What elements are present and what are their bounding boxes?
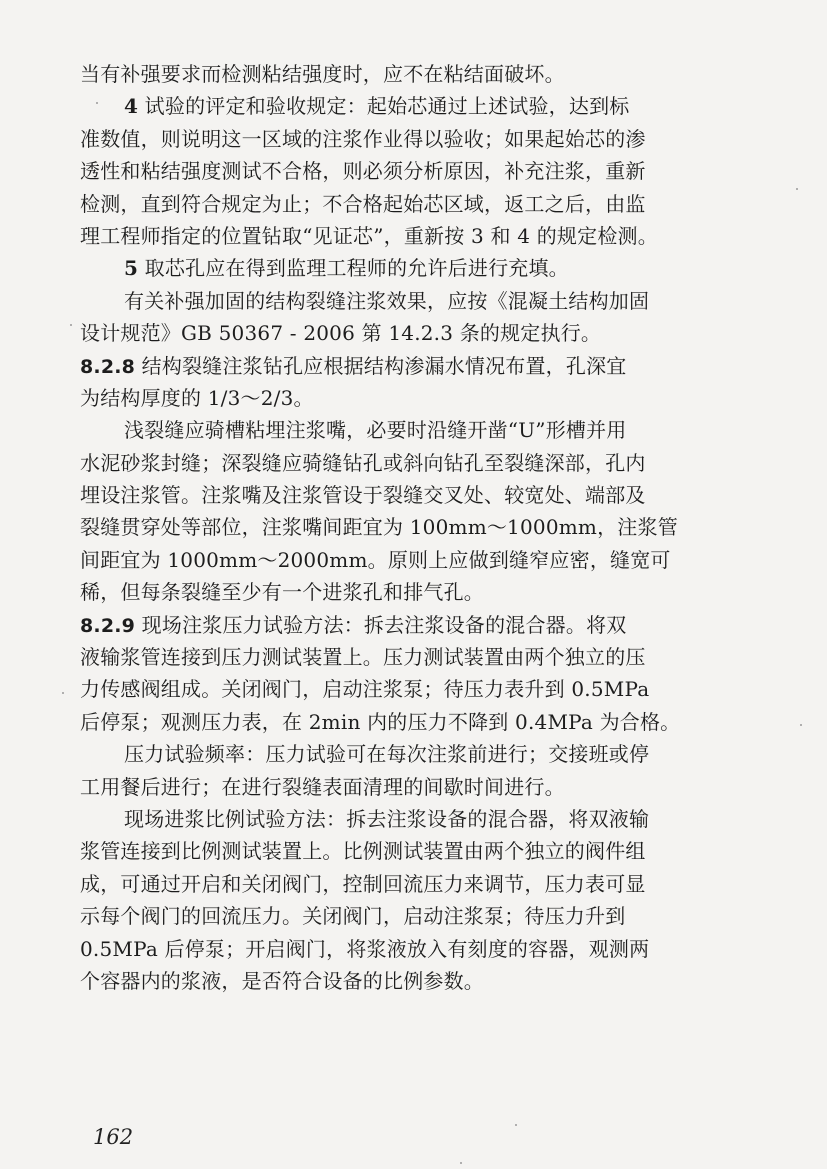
- text-line: [80, 155, 752, 187]
- line-text: 力传感阀组成。关闭阀门，启动注浆泵；待压力表升到 0.5MPa: [80, 677, 650, 702]
- section-number: 8.2.8: [80, 355, 136, 378]
- line-text: 0.5MPa 后停泵；开启阀门，将浆液放入有刻度的容器，观测两: [80, 936, 650, 961]
- line-text: 结构裂缝注浆钻孔应根据结构渗漏水情况布置，孔深宜: [135, 353, 627, 378]
- text-line: [80, 414, 752, 446]
- scan-speck: [515, 1124, 517, 1126]
- text-line: [80, 609, 752, 641]
- line-text: 设计规范》GB 50367 - 2006 第 14.2.3 条的规定执行。: [80, 321, 602, 346]
- text-line: [80, 835, 752, 867]
- text-line: [80, 511, 752, 543]
- line-text: 现场注浆压力试验方法：拆去注浆设备的混合器。将双: [135, 612, 627, 637]
- line-text: 试验的评定和验收规定：起始芯通过上述试验，达到标: [138, 94, 630, 119]
- text-line: [80, 803, 752, 835]
- line-text: 埋设注浆管。注浆嘴及注浆管设于裂缝交叉处、较宽处、端部及: [80, 483, 646, 508]
- line-text: 现场进浆比例试验方法：拆去注浆设备的混合器，将双液输: [124, 806, 650, 831]
- text-line: [80, 544, 752, 576]
- line-text: 后停泵；观测压力表，在 2min 内的压力不降到 0.4MPa 为合格。: [80, 709, 681, 734]
- text-line: [80, 868, 752, 900]
- text-line: [80, 188, 752, 220]
- line-text: 成，可通过开启和关闭阀门，控制回流压力来调节，压力表可显: [80, 871, 646, 896]
- line-text: 水泥砂浆封缝；深裂缝应骑缝钻孔或斜向钻孔至裂缝深部，孔内: [80, 450, 646, 475]
- text-line: [80, 90, 752, 122]
- scan-speck: [460, 1162, 462, 1164]
- scan-speck: [70, 324, 72, 326]
- text-line: [80, 771, 752, 803]
- text-line: [80, 900, 752, 932]
- line-text: 为结构厚度的 1/3～2/3。: [80, 385, 314, 410]
- line-text: 浆管连接到比例测试装置上。比例测试装置由两个独立的阀件组: [80, 839, 646, 864]
- line-text: 压力试验频率：压力试验可在每次注浆前进行；交接班或停: [124, 742, 650, 767]
- item-number: 4: [124, 94, 139, 119]
- section-number: 8.2.9: [80, 614, 136, 637]
- text-line: [80, 576, 752, 608]
- text-line: [80, 350, 752, 382]
- line-text: 准数值，则说明这一区域的注浆作业得以验收；如果起始芯的渗: [80, 126, 646, 151]
- line-text: 浅裂缝应骑槽粘埋注浆嘴，必要时沿缝开凿“U”形槽并用: [124, 418, 627, 443]
- line-text: 裂缝贯穿处等部位，注浆嘴间距宜为 100mm～1000mm，注浆管: [80, 515, 678, 540]
- text-line: [80, 641, 752, 673]
- line-text: 稀，但每条裂缝至少有一个进浆孔和排气孔。: [80, 580, 484, 605]
- line-text: 液输浆管连接到压力测试装置上。压力测试装置由两个独立的压: [80, 645, 646, 670]
- line-text: 示每个阀门的回流压力。关闭阀门，启动注浆泵；待压力升到: [80, 904, 626, 929]
- text-line: [80, 382, 752, 414]
- page-number: 162: [93, 1125, 134, 1149]
- text-line: [80, 738, 752, 770]
- scan-speck: [796, 188, 798, 190]
- scan-speck: [62, 692, 64, 694]
- text-line: [80, 706, 752, 738]
- scan-speck: [96, 102, 98, 104]
- scan-speck: [800, 724, 802, 726]
- text-line: [80, 965, 752, 997]
- text-line: [80, 317, 752, 349]
- text-line: [80, 285, 752, 317]
- text-line: [80, 252, 752, 284]
- text-line: [80, 123, 752, 155]
- item-number: 5: [124, 256, 139, 281]
- line-text: 透性和粘结强度测试不合格，则必须分析原因，补充注浆，重新: [80, 159, 646, 184]
- text-line: [80, 58, 752, 90]
- text-line: [80, 933, 752, 965]
- page-body: [80, 58, 752, 997]
- line-text: 有关补强加固的结构裂缝注浆效果，应按《混凝土结构加固: [124, 288, 650, 313]
- line-text: 个容器内的浆液，是否符合设备的比例参数。: [80, 968, 484, 993]
- text-line: [80, 220, 752, 252]
- line-text: 当有补强要求而检测粘结强度时，应不在粘结面破坏。: [80, 62, 565, 86]
- line-text: 间距宜为 1000mm～2000mm。原则上应做到缝窄应密，缝宽可: [80, 547, 671, 572]
- line-text: 理工程师指定的位置钻取“见证芯”，重新按 3 和 4 的规定检测。: [80, 223, 658, 248]
- text-line: [80, 673, 752, 705]
- text-line: [80, 479, 752, 511]
- line-text: 取芯孔应在得到监理工程师的允许后进行充填。: [138, 256, 569, 281]
- line-text: 检测，直到符合规定为止；不合格起始芯区域，返工之后，由监: [80, 191, 646, 216]
- text-line: [80, 447, 752, 479]
- line-text: 工用餐后进行；在进行裂缝表面清理的间歇时间进行。: [80, 774, 565, 799]
